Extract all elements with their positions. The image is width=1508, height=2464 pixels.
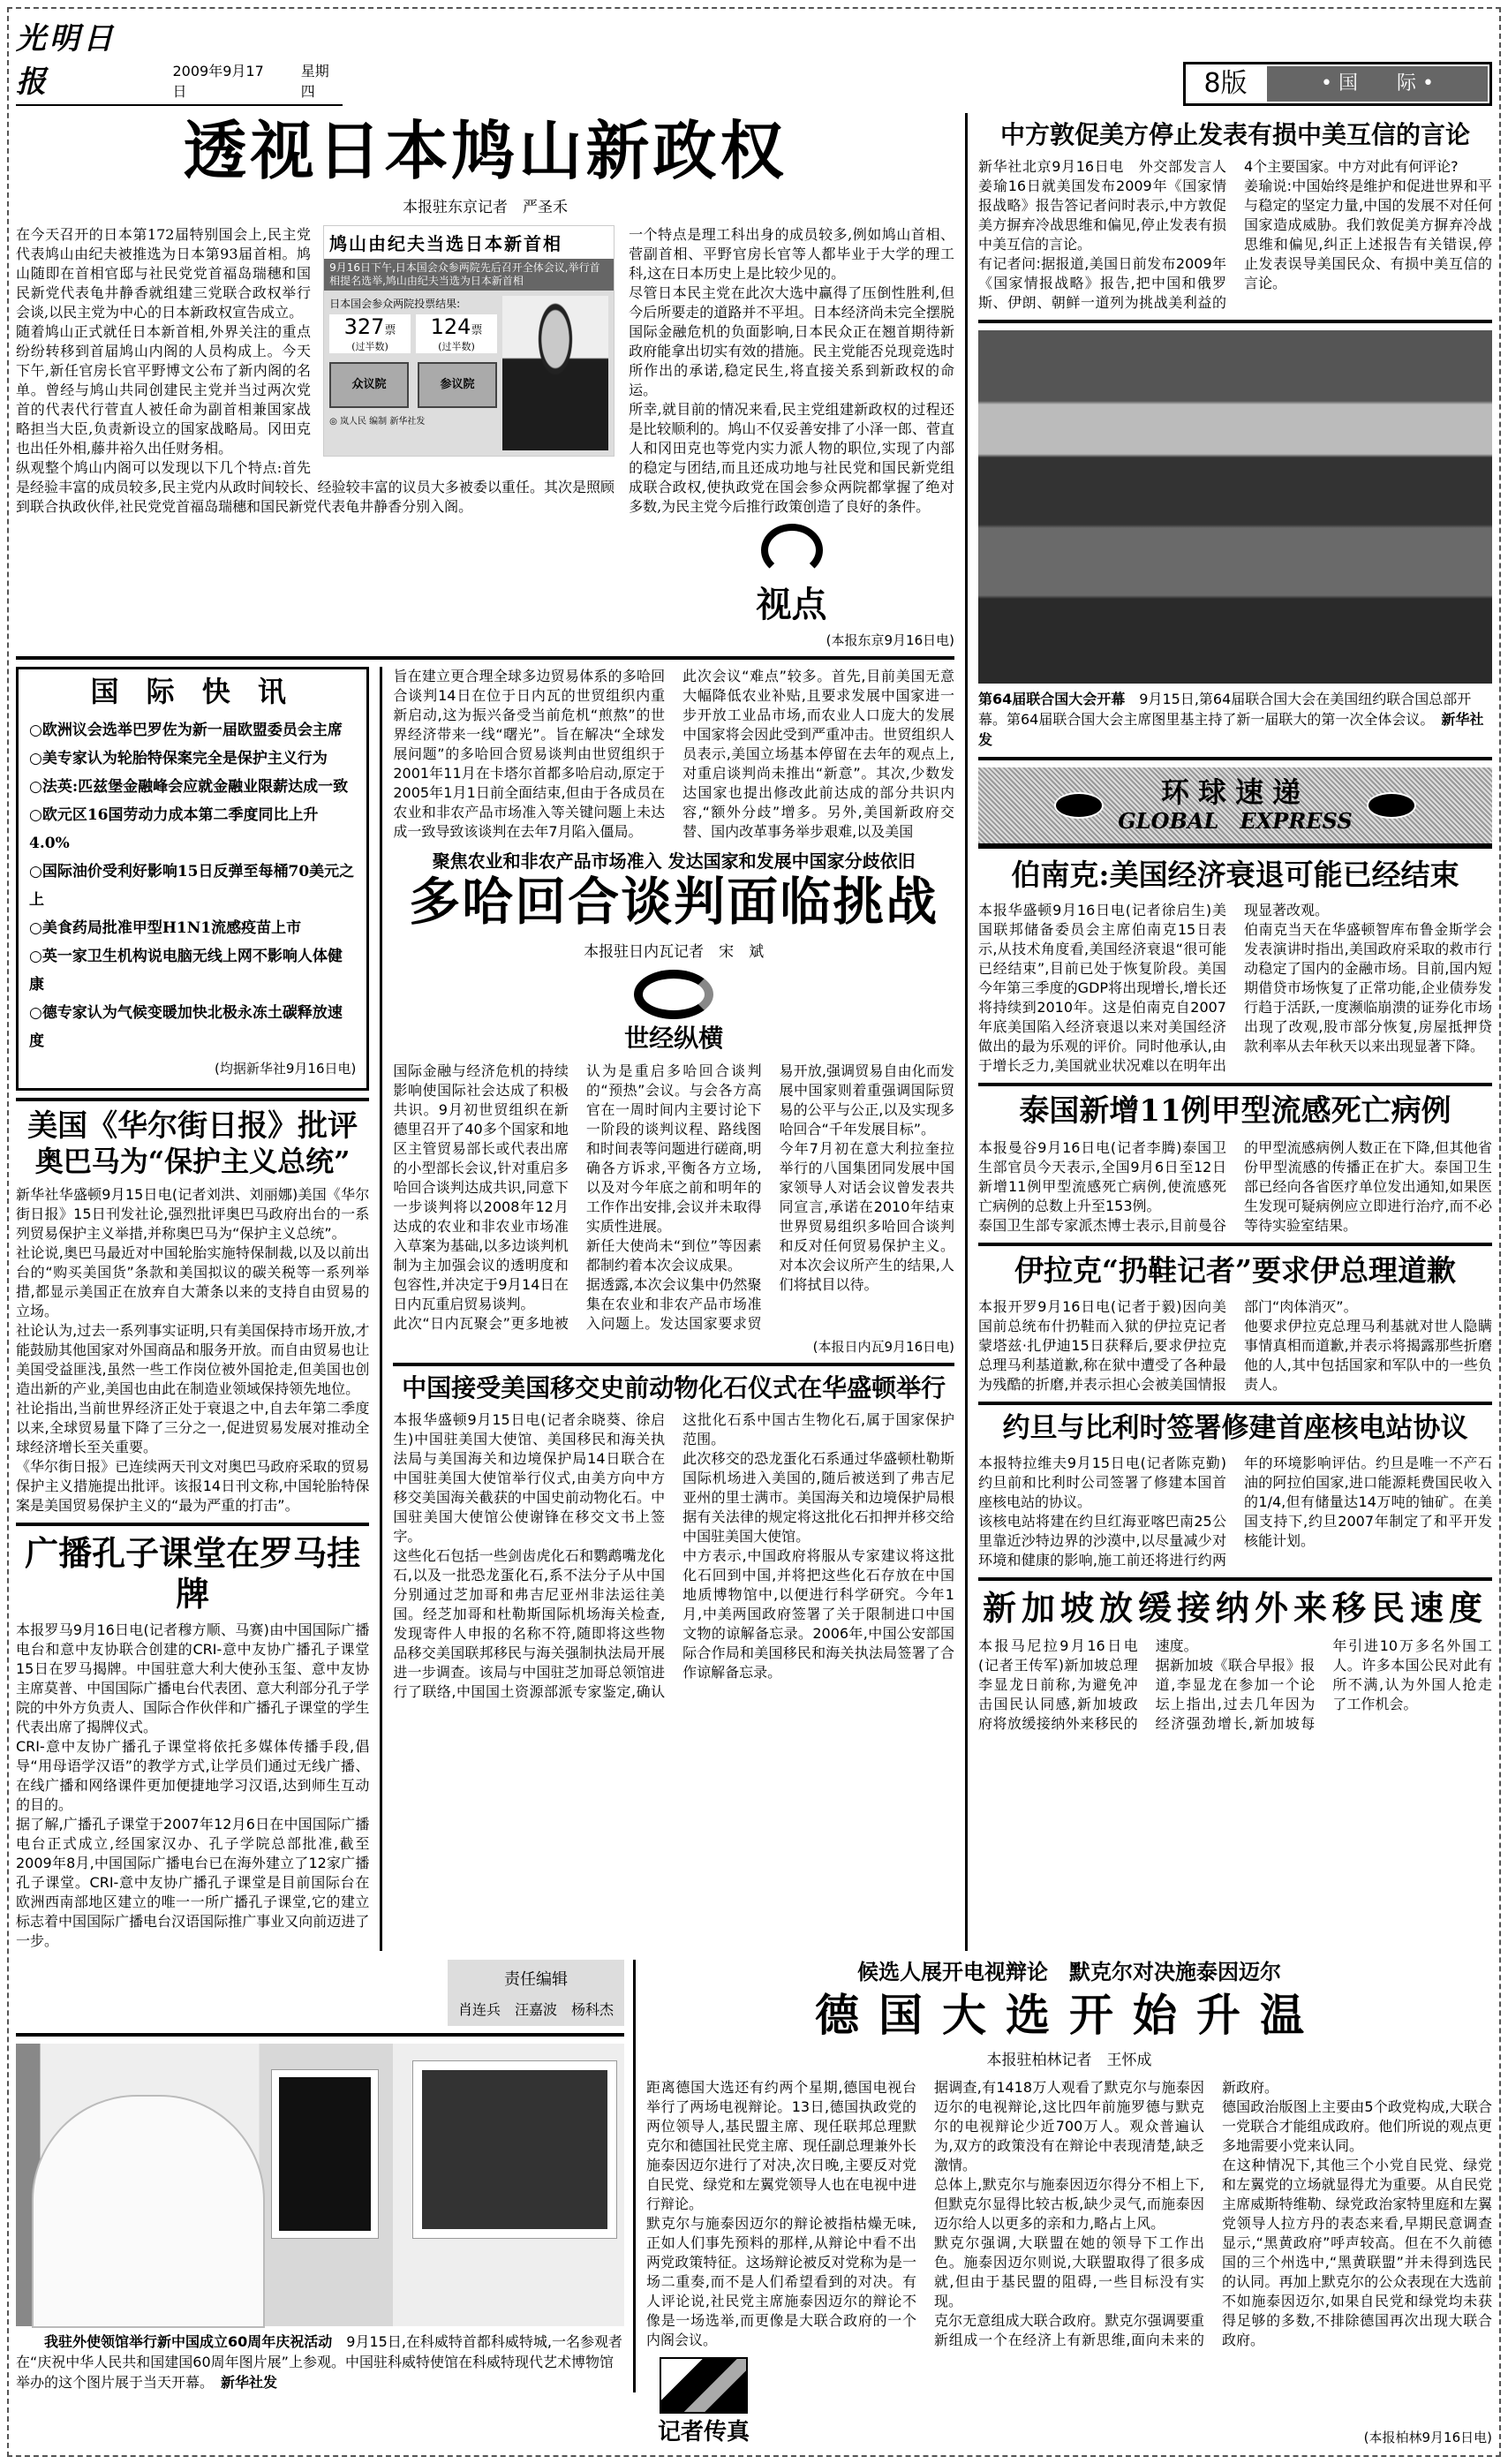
iraq-body: 本报开罗9月16日电(记者于毅)因向美国前总统布什扔鞋而入狱的伊拉克记者蒙塔兹·扎伊迪15日获释后,要求伊拉克总理马利基道歉,称在狱中遭受了各种最为残酷的折磨,并表示担心会被美国情报部门“肉体消灭”。 他要求伊拉克总理马利基就对世人隐瞒事情真相而道歉,并表示将揭露那些折磨他的人,其中包括国家和军队中的一些负责人。 [978, 1297, 1492, 1393]
global-express-titles [1118, 775, 1352, 835]
issue-date: 2009年9月17日 [172, 63, 264, 100]
infographic-panel [324, 291, 614, 456]
doha-dateline: (本报日内瓦9月16日电) [812, 1338, 954, 1355]
editor-name: 肖连兵 [457, 2001, 501, 2019]
swirl-icon [634, 970, 713, 1019]
editor-name: 汪嘉波 [514, 2001, 557, 2019]
quick-news-item[interactable]: ○美专家认为轮胎特保案完全是保护主义行为 [29, 749, 328, 767]
doha-column [382, 667, 954, 1701]
fax-wave-icon [660, 2357, 748, 2414]
wsj-body: 新华社华盛顿9月15日电(记者刘洪、刘丽娜)美国《华尔街日报》15日刊发社论,强烈批评奥巴马政府出台的一系列贸易保护主义举措,并称奥巴马为“保护主义总统”。 社论说,奥巴马最近对中国轮胎实施特保制裁,以及以前出台的“购买美国货”条款和美国拟议的碳关税等一系列举措,都显示美国正在放弃自大萧条以来的支持自由贸易的立场。 社论认为,过去一系列事实证明,只有美国保持市场开放,才能鼓励其他国家对外国商品和服务开放。而自由贸易也让美国受益匪浅,虽然一些工作岗位被外国抢走,但美国也创造出新的产业,美国也由此在制造业领域保持领先地位。 社论指出,当前世界经济正处于衰退之中,自去年第二季度以来,全球贸易量下降了三分之一,促进贸易发展对推动全球经济增长至关重要。 《华尔街日报》已连续两天刊文对奥巴马政府采取的贸易保护主义措施提出批评。该报14日刊文称,中国轮胎特保案是美国贸易保护主义的“最为严重的打击”。 [16, 1185, 370, 1514]
doha-headline: 多哈回合谈判面临挑战 [409, 872, 939, 933]
reporter-fax-label: 记者传真 [657, 2418, 750, 2445]
confucius-headline: 广播孔子课堂在罗马挂牌 [25, 1532, 361, 1614]
editor-box [448, 1960, 624, 2026]
quick-news-item[interactable]: ○英一家卫生机构说电脑无线上网不影响人体健康 [29, 947, 343, 994]
left-sub-row [16, 667, 954, 1951]
un-assembly-photo [978, 330, 1492, 684]
section-divider [393, 1363, 954, 1366]
singapore-headline: 新加坡放缓接纳外来移民速度 [982, 1587, 1488, 1628]
germany-article [636, 1960, 1492, 2446]
photo-credit: 新华社发 [978, 710, 1484, 748]
ballot-boxes [329, 362, 497, 408]
section-divider [978, 1083, 1492, 1086]
oval-icon [1054, 792, 1104, 819]
japan-headline: 透视日本鸠山新政权 [183, 113, 788, 188]
framed-photo [272, 2070, 378, 2238]
quick-news-source: (均据新华社9月16日电) [215, 1060, 357, 1077]
section-divider [978, 1243, 1492, 1246]
hatoyama-portrait [502, 296, 608, 450]
ballot-box-lower [329, 362, 409, 408]
kuwait-exhibition-photo [16, 2044, 624, 2326]
doha-body: 国际金融与经济危机的持续影响使国际社会达成了积极共识。9月初世贸组织在新德里召开了40多个国家和地区主管贸易部长或代表出席的小型部长会议,针对重启多哈回合谈判达成共识,同意下一步谈判将以2008年12月达成的农业和非农业市场准入草案为基础,以多边谈判机制为主加强会议的透明度和包容性,并决定于9月14日在日内瓦重启贸易谈判。 此次“日内瓦聚会”更多地被认为是重启多哈回合谈判的“预热”会议。与会各方高官在一周时间内主要讨论下一阶段的谈判议程、路线图和时间表等问题进行磋商,明确各方诉求,平衡各方立场,以及对今年底之前和明年的工作作出安排,会议并未取得实质性进展。 新任大使尚未“到位”等因素都制约着本次会议成果。 据透露,本次会议集中仍然聚集在农业和非农产品市场准入问题上。发达国家要求贸易开放,强调贸易自由化而发展中国家则着重强调国际贸易的公平与公正,以及实现多哈回合“千年发展目标”。 今年7月初在意大利拉奎拉举行的八国集团同发展中国家领导人对话会议曾发表共同宣言,承诺在2010年结束世界贸易组织多哈回合谈判和反对任何贸易保护主义。对本次会议所产生的结果,人们将拭目以待。 [393, 1062, 954, 1332]
infographic-credit: ◎ 岚人民 编制 新华社发 [329, 417, 426, 427]
quick-news-item[interactable]: ○欧洲议会选举巴罗佐为新一届欧盟委员会主席 [29, 721, 343, 739]
japan-article [16, 113, 954, 649]
fossil-body: 本报华盛顿9月15日电(记者余晓葵、徐启生)中国驻美国大使馆、美国移民和海关执法局与美国海关和边境保护局14日联合在中国驻美国大使馆举行仪式,由美方向中方移交美国海关截获的中国史前动物化石。中国驻美国大使馆公使谢锋在移交文书上签字。 这些化石包括一些剑齿虎化石和鹦鹉嘴龙化石,以及一批恐龙蛋化石,系不法分子从中国分别通过芝加哥和弗吉尼亚州非法运往美国。经芝加哥和杜勒斯国际机场海关检查,发现寄件人申报的名称不符,随即将这些物品移交美国联邦移民与海关强制执法局开展进一步调查。该局与中国驻芝加哥总领馆进行了联络,中国国土资源部派专家鉴定,确认这批化石系中国古生物化石,属于国家保护范围。 此次移交的恐龙蛋化石系通过华盛顿杜勒斯国际机场进入美国的,随后被送到了弗吉尼亚州的里士满市。美国海关和边境保护局根据有关法律的规定将这批化石扣押并移交给中国驻美国大使馆。 中方表示,中国政府将服从专家建议将这批化石回到中国,并将把这些化石存放在中国地质博物馆中,以便进行科学研究。今年1月,中美两国政府签署了关于限制进口中国文物的谅解备忘录。2006年,中国公安部国际合作局和美国移民和海关执法局签署了合作谅解备忘录。 [393, 1410, 954, 1700]
upper-house-count [416, 314, 497, 353]
lower-votes: 327 [343, 314, 385, 340]
section-divider [16, 2033, 624, 2037]
japan-byline: 本报驻东京记者 严圣禾 [403, 199, 568, 217]
wsj-headline-line1: 美国《华尔街日报》批评 [27, 1107, 358, 1144]
section-divider [978, 1577, 1492, 1581]
bernanke-headline: 伯南克:美国经济衰退可能已经结束 [1011, 857, 1459, 892]
photo-credit: 新华社发 [221, 2374, 278, 2392]
bottom-left-column [16, 1960, 636, 2392]
masthead-left [16, 14, 343, 106]
majority-note: (过半数) [351, 341, 388, 353]
left-main-column [16, 113, 968, 1951]
masthead [16, 14, 1492, 106]
oval-icon [1367, 792, 1416, 819]
quick-news-item[interactable]: ○法英:匹兹堡金融峰会应就金融业限薪达成一致 [29, 777, 349, 796]
lower-house-count [329, 314, 411, 353]
world-economy-label: 世经纵横 [624, 1023, 724, 1053]
fossil-headline: 中国接受美国移交史前动物化石仪式在华盛顿举行 [402, 1372, 946, 1402]
quick-news-box [16, 667, 369, 1090]
wsj-headline-line2: 奥巴马为“保护主义总统” [34, 1144, 351, 1178]
section-divider [16, 1523, 369, 1526]
page-section-box [1183, 62, 1492, 106]
upper-house-label: 参议院 [440, 378, 475, 392]
vote-unit: 票 [384, 324, 396, 338]
germany-kicker: 候选人展开电视辩论 默克尔对决施泰因迈尔 [857, 1959, 1281, 1985]
global-express-title-en: GLOBAL EXPRESS [1118, 808, 1353, 835]
japan-right-column [629, 225, 954, 649]
china-us-headline: 中方敦促美方停止发表有损中美互信的言论 [999, 120, 1470, 149]
quick-news-list [29, 716, 356, 1055]
germany-byline: 本报驻柏林记者 王怀成 [986, 2051, 1152, 2069]
top-section [16, 113, 1492, 1951]
viewpoint-label: 视点 [756, 585, 827, 626]
right-main-column [968, 113, 1492, 1734]
jordan-body: 本报特拉维夫9月15日电(记者陈克勤)约旦前和比利时公司签署了修建本国首座核电站的协议。 该核电站将建在约旦红海亚喀巴南25公里靠近沙特边界的沙漠中,以尽量减少对环境和健康的影响,施工前还将进行约两年的环境影响评估。约旦是唯一不产石油的阿拉伯国家,进口能源耗费国民收入的1/4,但有储量达14万吨的铀矿。在美国支持下,约旦2007年制定了和平开发核能计划。 [978, 1454, 1492, 1568]
globe-icon [761, 524, 823, 577]
iraq-headline: 伊拉克“扔鞋记者”要求伊总理道歉 [1014, 1252, 1456, 1288]
doha-kicker: 聚焦农业和非农产品市场准入 发达国家和发展中国家分歧依旧 [432, 850, 916, 873]
quick-news-title: 国 际 快 讯 [90, 675, 295, 709]
caption-title: 我驻外使领馆举行新中国成立60周年庆祝活动 [44, 2333, 333, 2351]
caption-body: 9月15日,在科威特首都科威特城,一名参观者在“庆祝中华人民共和国建国60周年图片展”上参观。中国驻科威特使馆在科威特现代艺术博物馆举办的这个图片展于当天开幕。 [16, 2333, 623, 2392]
doha-byline: 本报驻日内瓦记者 宋 斌 [584, 942, 765, 961]
global-express-banner [978, 767, 1492, 849]
vote-result-label: 日本国会参众两院投票结果: [329, 298, 461, 311]
editor-names [451, 1999, 621, 2019]
section-divider [978, 1402, 1492, 1405]
section-divider [16, 656, 954, 660]
caption-title: 第64届联合国大会开幕 [978, 690, 1126, 707]
section-divider [978, 320, 1492, 323]
reporter-fax-logo [646, 2357, 761, 2446]
page-number: 8版 [1203, 68, 1248, 99]
infographic-votes [329, 296, 497, 450]
japan-body: 在今天召开的日本第172届特别国会上,民主党代表鸠山由纪夫被推选为日本第93届首相。鸠山随即在首相官邸与社民党党首福岛瑞穗和国民新党代表龟井静香就组建三党联合政权举行会谈,以民主党为中心的日本新政权宣告成立。 随着鸠山正式就任日本新首相,外界关注的重点纷纷转移到首届鸠山内阁的人员构成上。今天下午,新任官房长官平野博文公布了新内阁的名单。曾经与鸠山共同创建民主党并当过两次党首的代表代行菅直人被任命为副首相兼国家战略担当大臣,负责新设立的国家战略局。冈田克也出任外相,藤井裕久出任财务相。 纵观整个鸠山内阁可以发现以下几个特点:首先是经验丰富的成员较多,民主党内从政时间较长、经验较丰富的议员大多被委以重任。其次是照顾到联合执政伙伴,社民党党首福岛瑞穗和国民新党代表龟井静香分别入阁。 [16, 226, 615, 516]
upper-votes: 124 [430, 314, 471, 340]
framed-photo [413, 2061, 616, 2238]
germany-headline: 德国大选开始升温 [815, 1988, 1323, 2041]
jordan-headline: 约旦与比利时签署修建首座核电站协议 [1002, 1411, 1468, 1444]
quick-news-item[interactable]: ○国际油价受利好影响15日反弹至每桶70美元之上 [29, 862, 355, 909]
caption-body: 9月15日,第64届联合国大会在美国纽约联合国总部开幕。第64届联合国大会主席图里基主持了新一届联大的第一次全体会议。 [978, 690, 1472, 728]
germany-body: 距离德国大选还有约两个星期,德国电视台举行了两场电视辩论。13日,德国执政党的两位领导人,基民盟主席、现任联邦总理默克尔和德国社民党主席、现任副总理兼外长施泰因迈尔进行了对决,次日晚,主要反对党自民党、绿党和左翼党领导人也在电视中进行辩论。 默克尔与施泰因迈尔的辩论被指枯燥无味,正如人们事先预料的那样,从辩论中看不出两党政策特征。这场辩论被反对党称为是一场二重奏,而不是人们希望看到的对决。有人评论说,社民党主席施泰因迈尔的辩论不像是一场选举,而更像是大联合政府的一个内阁会议。 据调查,有1418万人观看了默克尔与施泰因迈尔的电视辩论,这比四年前施罗德与默克尔的电视辩论少近700万人。观众普遍认为,双方的政策没有在辩论中表现清楚,缺乏激情。 总体上,默克尔与施泰因迈尔得分不相上下,但默克尔显得比较古板,缺少灵气,而施泰因迈尔给人以更多的亲和力,略占上风。 默克尔强调,大联盟在她的领导下工作出色。施泰因迈尔则说,大联盟取得了很多成就,但由于基民盟的阻碍,一些目标没有实现。 克尔无意组成大联合政府。默克尔强调要重新组成一个在经济上有新思维,面向未来的新政府。 德国政治版图上主要由5个政党构成,大联合一党联合才能组成政府。他们所说的观点更多地需要小党来认同。 在这种情况下,其他三个小党自民党、绿党和左翼党的立场就显得尤为重要。从自民党主席威斯特维勒、绿党政治家特里庭和左翼党领导人拉方丹的表态来看,早期民意调查显示,“黑黄政府”呼声较高。但在不久前德国的三个州选中,“黑黄联盟”并未得到选民的认同。再加上默克尔的公众表现在大选前不如施泰因迈尔,如果自民党和绿党均未获得足够的多数,不排除德国再次出现大联合政府。 [646, 2078, 1492, 2348]
left-sub-column [16, 667, 382, 1951]
paper-logo: 光明日报 [16, 21, 117, 100]
germany-dateline: (本报柏林9月16日电) [1363, 2429, 1492, 2445]
majority-note: (过半数) [438, 341, 475, 353]
bernanke-body: 本报华盛顿9月16日电(记者徐启生)美国联邦储备委员会主席伯南克15日表示,从技术角度看,美国经济衰退“很可能已经结束”,目前已处于恢复阶段。美国今年第三季度的GDP将出现增长,增长还将持续到2010年。这是伯南克自2007年底美国陷入经济衰退以来对美国经济做出的最为乐观的评价。同时他承认,由于增长乏力,美国就业状况难以在明年出现显著改观。 伯南克当天在华盛顿智库布鲁金斯学会发表演讲时指出,美国政府采取的救市行动稳定了国内的金融市场。目前,国内短期借贷市场恢复了正常功能,企业债券发行趋于活跃,一度濒临崩溃的证券化市场出现了改观,股市部分恢复,房屋抵押贷款利率从去年秋天以来出现显著下降。 [978, 902, 1492, 1075]
section-name: • 国 际 • [1267, 66, 1488, 102]
japan-columns [16, 225, 954, 649]
un-photo-caption [978, 689, 1492, 750]
quick-news-item[interactable]: ○美食药局批准甲型H1N1流感疫苗上市 [29, 918, 302, 937]
lower-house-label: 众议院 [351, 378, 387, 392]
newspaper-page [7, 7, 1501, 2457]
editor-label: 责任编辑 [504, 1970, 568, 1990]
germany-footer [646, 2357, 1492, 2446]
bottom-section [16, 1960, 1492, 2446]
editor-name: 杨科杰 [570, 2001, 614, 2019]
visitor-figure [34, 2097, 263, 2326]
doha-intro: 旨在建立更合理全球多边贸易体系的多哈回合谈判14日在位于日内瓦的世贸组织内重新启动,这为振兴备受当前危机“煎熬”的世界经济带来一线“曙光”。旨在解决“全球发展问题”的多哈回合贸易谈判由世贸组织于2001年11月在卡塔尔首都多哈启动,原定于2005年1月1日前全面结束,但由于各成员在农业和非农产品市场准入等关键问题上未达成一致导致该谈判在去年7月陷入僵局。 此次会议“难点”较多。首先,目前美国无意大幅降低农业补贴,且要求发展中国家进一步开放工业品市场,而农业人口庞大的发展中国家将会因此受到严重冲击。世贸组织人员表示,美国立场基本停留在去年的观点上,对重启谈判尚未推出“新意”。其次,少数发达国家也提出修改此前达成的部分共识内容,“额外分歧”增多。另外,美国新政府交替、国内改革事务举步艰难,以及美国 [393, 668, 954, 841]
hatoyama-infographic [323, 225, 615, 457]
viewpoint-logo [739, 524, 845, 627]
vote-counts [329, 314, 497, 353]
thailand-body: 本报曼谷9月16日电(记者李腾)泰国卫生部官员今天表示,全国9月6日至12日新增11例甲型流感死亡病例,使流感死亡病例的总数上升至153例。 泰国卫生部专家派杰博士表示,目前曼谷的甲型流感病例人数正在下降,但其他省份甲型流感的传播正在扩大。泰国卫生部已经向各省医疗单位发出通知,如果医生发现可疑病例应立即进行治疗,而不必等待实验室结果。 [978, 1138, 1492, 1234]
japan-body-right: 一个特点是理工科出身的成员较多,例如鸠山首相、菅副首相、平野官房长官等人都毕业于大学的理工科,这在日本历史上是比较少见的。 尽管日本民主党在此次大选中赢得了压倒性胜利,但今后所要走的道路并不平坦。日本经济尚未完全摆脱国际金融危机的负面影响,日本民众正在翘首期待新政府能拿出切实有效的措施。民主党能否兑现竞选时所作出的承诺,稳定民生,将直接关系到新政权的命运。 所幸,就目前的情况来看,民主党组建新政权的过程还是比较顺利的。鸠山不仅妥善安排了小泽一郎、菅直人和冈田克也等党内实力派人物的职位,实现了内部的稳定与团结,而且还成功地与社民党和国民新党组成联合政权,使执政党在国会参众两院都掌握了绝对多数,为民主党今后推行政策创造了良好的条件。 [629, 226, 954, 516]
confucius-body: 本报罗马9月16日电(记者穆方顺、马赛)由中国国际广播电台和意中友协联合创建的CRI-意中友协广播孔子课堂15日在罗马揭牌。中国驻意大利大使孙玉玺、意中友协主席莫普、中国国际广播电台代表团、意大利部分孔子学院的中外方负责人、国际合作伙伴和广播孔子课堂的学生代表出席了揭牌仪式。 CRI-意中友协广播孔子课堂将依托多媒体传播手段,倡导“用母语学汉语”的教学方式,让学员们通过无线广播、在线广播和网络课件更加便捷地学习汉语,达到师生互动的目的。 据了解,广播孔子课堂于2007年12月6日在中国国际广播电台正式成立,经国家汉办、孔子学院总部批准,截至2009年8月,中国国际广播电台已在海外建立了12家广播孔子课堂。CRI-意中友协广播孔子课堂是目前国际台在欧洲西南部地区建立的唯一一所广播孔子课堂,它的建立标志着中国国际广播电台汉语国际推广事业又向前迈进了一步。 [16, 1621, 370, 1950]
thailand-headline: 泰国新增11例甲型流感死亡病例 [1019, 1093, 1451, 1130]
japan-dateline: (本报东京9月16日电) [826, 632, 954, 649]
china-us-body: 新华社北京9月16日电 外交部发言人姜瑜16日就美国发布2009年《国家情报战略》报告答记者问时表示,中方敦促美方摒弃冷战思维和偏见,停止发表有损中美互信的言论。 有记者问:据报道,美国日前发布2009年《国家情报战略》报告,把中国和俄罗斯、伊朗、朝鲜一道列为挑战美利益的4个主要国家。中方对此有何评论? 姜瑜说:中国始终是维护和促进世界和平与稳定的坚定力量,中国的发展不对任何国家造成威胁。我们敦促美方摒弃冷战思维和偏见,纠正上述报告有关错误,停止发表误导美国民众、有损中美互信的言论。 [978, 157, 1492, 311]
world-economy-logo [603, 970, 744, 1054]
global-express-title-cn: 环球速递 [1160, 775, 1309, 809]
singapore-body: 本报马尼拉9月16日电(记者王传军)新加坡总理李显龙日前称,为避免冲击国民认同感,新加坡政府将放缓接纳外来移民的速度。 据新加坡《联合早报》报道,李显龙在参加一个论坛上指出,过去几年因为经济强劲增长,新加坡每年引进10万多名外国工人。许多本国公民对此有所不满,认为外国人抢走了工作机会。 [978, 1637, 1492, 1733]
ballot-box-upper [418, 362, 497, 408]
section-divider [16, 1098, 369, 1101]
infographic-subtitle: 9月16日下午,日本国会众参两院先后召开全体会议,举行首相提名选举,鸠山由纪夫当选为日本新首相 [324, 259, 614, 291]
infographic-title: 鸠山由纪夫当选日本新首相 [329, 233, 563, 255]
kuwait-photo-caption [16, 2332, 624, 2392]
section-divider [978, 757, 1492, 760]
quick-news-item[interactable]: ○欧元区16国劳动力成本第二季度同比上升4.0% [29, 805, 319, 852]
japan-left-column [16, 225, 615, 517]
vote-unit: 票 [471, 324, 483, 338]
quick-news-item[interactable]: ○德专家认为气候变暖加快北极永冻土碳释放速度 [29, 1003, 343, 1050]
issue-weekday: 星期四 [300, 63, 329, 100]
